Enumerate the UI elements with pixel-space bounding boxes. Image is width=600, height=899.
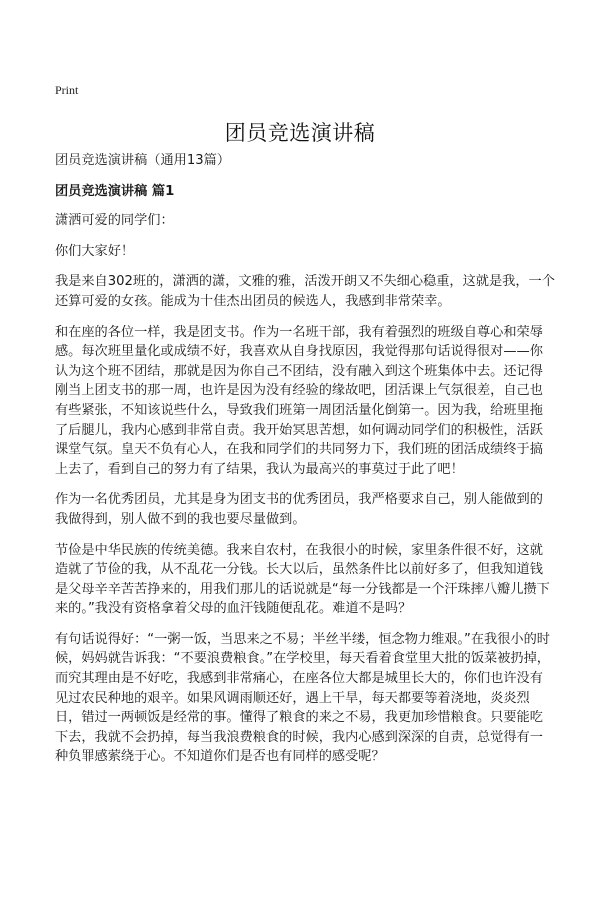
paragraph-food-waste: 有句话说得好：“一粥一饭，当思来之不易；半丝半缕，恒念物力维艰。”在我很小的时候，妈妈就告诉我：“不要浪费粮食。”在学校里，每天看着食堂里大批的饭菜被扔掉，而究其理由是不好吃，我感到非常痛心，在座各位大都是城里长大的，你们也许没有见过农民种地的艰辛。如果风调雨顺还好，遇上干旱，每天都要等着浇地，炎炎烈日，错过一两顿饭是经常的事。懂得了粮食的来之不易，我更加珍惜粮食。只要能吃下去，我就不会扔掉，每当我浪费粮食的时候，我内心感到深深的自责，总觉得有一种负罪感萦绕于心。不知道你们是否也有同样的感受呢？ — [55, 631, 550, 765]
paragraph-strict-requirements: 作为一名优秀团员，尤其是身为团支书的优秀团员，我严格要求自己，别人能做到的我做得到，别人做不到的我也要尽量做到。 — [55, 492, 543, 527]
paragraph-hello: 你们大家好！ — [55, 243, 135, 259]
paragraph-thrift: 节俭是中华民族的传统美德。我来自农村，在我很小的时候，家里条件很不好，这就造就了节俭的我，从不乱花一分钱。长大以后，虽然条件比以前好多了，但我知道钱是父母辛辛苦苦挣来的，用我们那儿的话说就是“每一分钱都是一个汗珠摔八瓣儿攒下来的。”我没有资格拿着父母的血汗钱随便乱花。难道不是吗？ — [55, 542, 550, 617]
section-heading: 团员竞选演讲稿 篇1 — [55, 183, 175, 199]
print-link[interactable]: Print — [55, 83, 79, 97]
paragraph-greeting: 潇洒可爱的同学们： — [55, 213, 174, 229]
page-title: 团员竞选演讲稿 — [224, 121, 376, 145]
document-subtitle: 团员竞选演讲稿（通用13篇） — [55, 153, 231, 168]
paragraph-league-secretary: 和在座的各位一样，我是团支书。作为一名班干部，我有着强烈的班级自尊心和荣辱感。每次班里量化或成绩不好，我喜欢从自身找原因，我觉得那句话说得很对——你认为这个班不团结，那就是因为你自己不团结，没有融入到这个班集体中去。还记得刚当上团支书的那一周，也许是因为没有经验的缘故吧，团活课上气氛很差，自己也有些紧张，不知该说些什么，导致我们班第一周团活量化倒第一。因为我，给班里拖了后腿儿，我内心感到非常自责。我开始冥思苦想，如何调动同学们的积极性，活跃课堂气氛。皇天不负有心人，在我和同学们的共同努力下，我们班的团活成绩终于搞上去了，看到自己的努力有了结果，我认为最高兴的事莫过于此了吧！ — [55, 324, 543, 477]
paragraph-intro: 我是来自302班的，潇洒的潇，文雅的雅，活泼开朗又不失细心稳重，这就是我，一个还算可爱的女孩。能成为十佳杰出团员的候选人，我感到非常荣幸。 — [55, 274, 555, 309]
document-body — [55, 151, 555, 778]
